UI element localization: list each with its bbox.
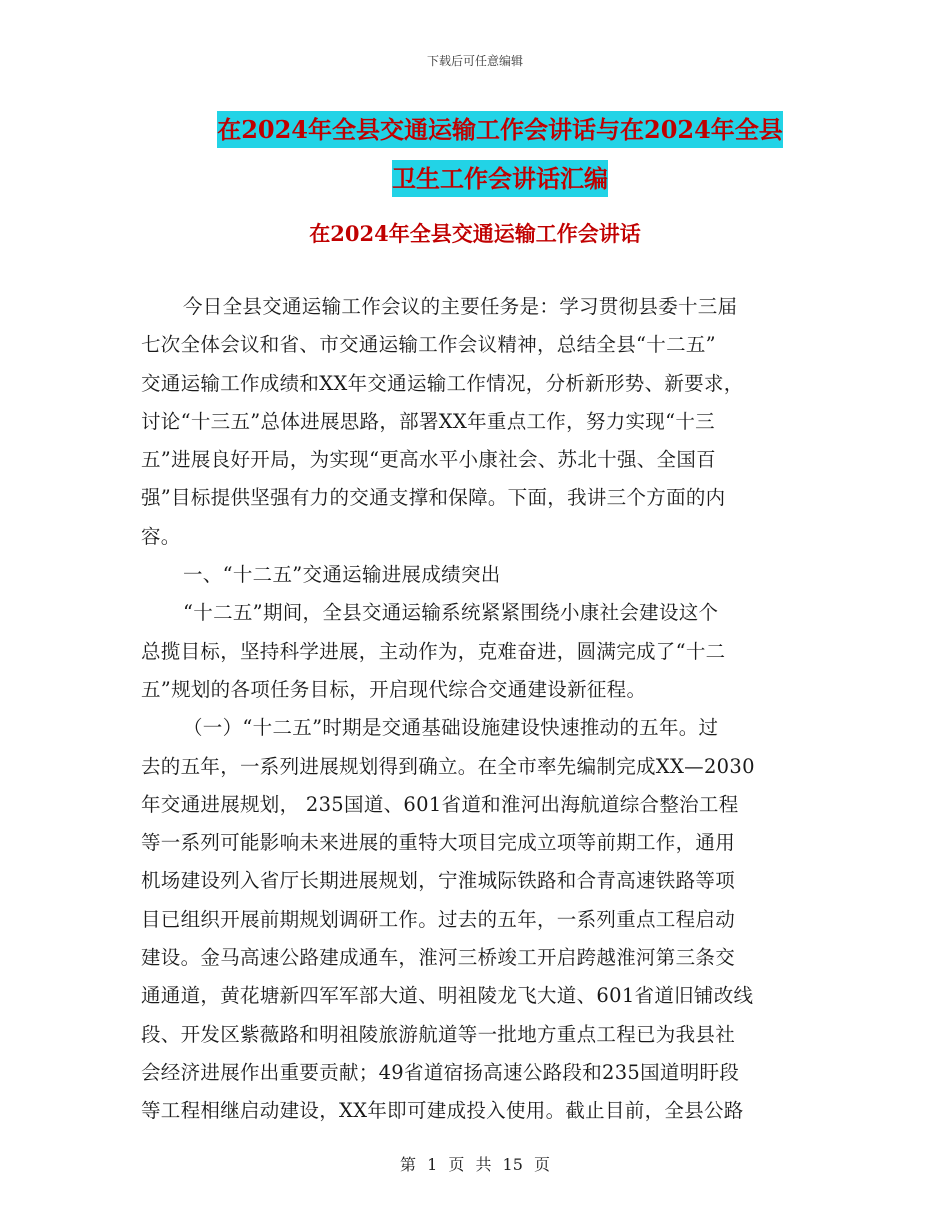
body-line: 年交通进展规划， 235国道、601省道和淮河出海航道综合整治工程 xyxy=(141,792,739,816)
body-line: 通通道，黄花塘新四军军部大道、明祖陵龙飞大道、601省道旧铺改线 xyxy=(141,984,754,1008)
document-title xyxy=(150,105,850,203)
body-line: （一）“十二五”时期是交通基础设施建设快速推动的五年。过 xyxy=(183,716,719,740)
body-line: 等工程相继启动建设，XX年即可建成投入使用。截止目前，全县公路 xyxy=(141,1099,744,1123)
section-title: 在2024年全县交通运输工作会讲话 xyxy=(309,221,641,246)
body-line: 去的五年，一系列进展规划得到确立。在全市率先编制完成XX—2030 xyxy=(141,754,755,778)
body-line: 强”目标提供坚强有力的交通支撑和保障。下面，我讲三个方面的内 xyxy=(141,486,726,510)
body-line: 目已组织开展前期规划调研工作。过去的五年，一系列重点工程启动 xyxy=(141,907,736,931)
title-line-1: 在2024年全县交通运输工作会讲话与在2024年全县 xyxy=(217,111,783,148)
page-footer: 第 1 页 共 15 页 xyxy=(400,1155,550,1174)
body-line: “十二五”期间，全县交通运输系统紧紧围绕小康社会建设这个 xyxy=(183,601,719,625)
section-heading: 一、“十二五”交通运输进展成绩突出 xyxy=(183,563,501,587)
body-line: 五”进展良好开局，为实现“更高水平小康社会、苏北十强、全国百 xyxy=(141,448,716,472)
header-note: 下载后可任意编辑 xyxy=(426,54,523,68)
body-line: 容。 xyxy=(141,524,181,548)
body-line: 机场建设列入省厅长期进展规划，宁淮城际铁路和合青高速铁路等项 xyxy=(141,869,736,893)
body-line: 今日全县交通运输工作会议的主要任务是：学习贯彻县委十三届 xyxy=(183,295,738,318)
body-line: 建设。金马高速公路建成通车，淮河三桥竣工开启跨越淮河第三条交 xyxy=(141,946,736,970)
body-line: 七次全体会议和省、市交通运输工作会议精神，总结全县“十二五” xyxy=(141,333,716,357)
body-line: 讨论“十三五”总体进展思路，部署XX年重点工作，努力实现“十三 xyxy=(141,409,715,433)
body-line: 交通运输工作成绩和XX年交通运输工作情况，分析新形势、新要求， xyxy=(141,371,744,395)
title-line-2: 卫生工作会讲话汇编 xyxy=(392,160,608,197)
body-text xyxy=(141,288,813,1131)
body-line: 总揽目标，坚持科学进展，主动作为，克难奋进，圆满完成了“十二 xyxy=(141,639,726,663)
body-line: 等一系列可能影响未来进展的重特大项目完成立项等前期工作，通用 xyxy=(141,831,736,855)
body-line: 五”规划的各项任务目标，开启现代综合交通建设新征程。 xyxy=(141,677,647,701)
body-line: 段、开发区紫薇路和明祖陵旅游航道等一批地方重点工程已为我县社 xyxy=(141,1022,736,1046)
body-line: 会经济进展作出重要贡献；49省道宿扬高速公路段和235国道明盱段 xyxy=(141,1060,740,1084)
